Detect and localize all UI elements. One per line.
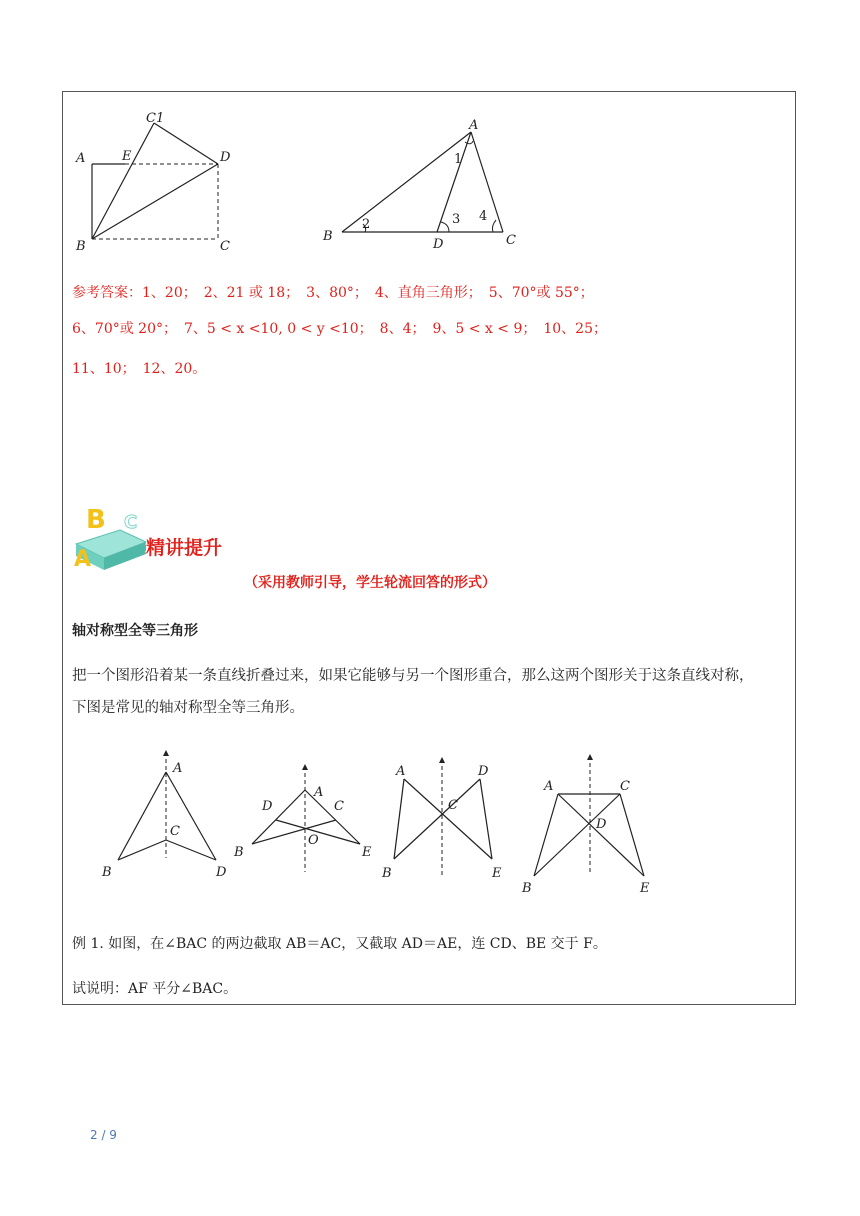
figure-symmetric-2 <box>232 762 382 882</box>
label-d: D <box>216 865 227 880</box>
label-a: A <box>396 764 406 779</box>
label-b: B <box>522 881 532 896</box>
angle-3: 3 <box>452 212 461 227</box>
label-d: D <box>262 799 273 814</box>
label-a: A <box>173 761 183 776</box>
label-d: D <box>433 237 444 252</box>
label-c: C <box>506 233 516 248</box>
label-c: C <box>448 798 458 813</box>
label-b: B <box>382 866 392 881</box>
section-subtitle: （采用教师引导，学生轮流回答的形式） <box>244 575 496 591</box>
answers-line-1: 参考答案：1、20； 2、21 或 18； 3、80°； 4、直角三角形； 5、70°或 55°； <box>72 285 594 301</box>
topic-heading: 轴对称型全等三角形 <box>72 623 198 639</box>
label-e: E <box>122 149 132 164</box>
label-e: E <box>362 845 372 860</box>
label-b: B <box>102 865 112 880</box>
figure-triangle-angles <box>315 112 530 252</box>
label-a: A <box>544 779 554 794</box>
label-d: D <box>220 150 231 165</box>
angle-4: 4 <box>479 209 488 224</box>
abc-logo <box>68 500 148 578</box>
figure-symmetric-3 <box>378 755 518 885</box>
topic-paragraph-line-2: 下图是常见的轴对称型全等三角形。 <box>72 700 304 716</box>
label-c: C <box>220 239 230 254</box>
label-d: D <box>478 764 489 779</box>
logo-letter-c: C <box>124 512 138 533</box>
label-o: O <box>308 833 319 848</box>
label-a: A <box>76 151 86 166</box>
label-a: A <box>469 118 479 133</box>
label-c: C <box>334 799 344 814</box>
angle-2: 2 <box>362 217 371 232</box>
label-b: B <box>323 229 333 244</box>
section-title: 精讲提升 <box>146 537 223 559</box>
label-d: D <box>596 817 607 832</box>
logo-letter-b: B <box>86 505 106 535</box>
figure-symmetric-1 <box>98 748 238 888</box>
label-e: E <box>492 866 502 881</box>
label-c: C <box>620 779 630 794</box>
topic-paragraph-line-1: 把一个图形沿着某一条直线折叠过来，如果它能够与另一个图形重合，那么这两个图形关于这条直线对称， <box>72 668 754 684</box>
figure-symmetric-4 <box>518 752 658 897</box>
label-e: E <box>640 881 650 896</box>
example-1-question: 试说明：AF 平分∠BAC。 <box>72 981 238 997</box>
label-a: A <box>314 785 324 800</box>
label-b: B <box>234 845 244 860</box>
figure-rectangle-fold <box>70 105 250 255</box>
answers-line-2: 6、70°或 20°； 7、5 < x <10, 0 < y <10； 8、4； 9、5 < x < 9； 10、25； <box>72 321 607 337</box>
answers-line-3: 11、10； 12、20。 <box>72 361 207 377</box>
example-1-statement: 例 1. 如图，在∠BAC 的两边截取 AB＝AC，又截取 AD＝AE，连 CD、BE 交于 F。 <box>72 936 607 952</box>
label-b: B <box>76 239 86 254</box>
page-number: 2 / 9 <box>90 1128 117 1142</box>
label-c1: C1 <box>146 111 165 126</box>
angle-1: 1 <box>454 152 463 167</box>
logo-letter-a: A <box>74 547 92 572</box>
label-c: C <box>170 824 180 839</box>
